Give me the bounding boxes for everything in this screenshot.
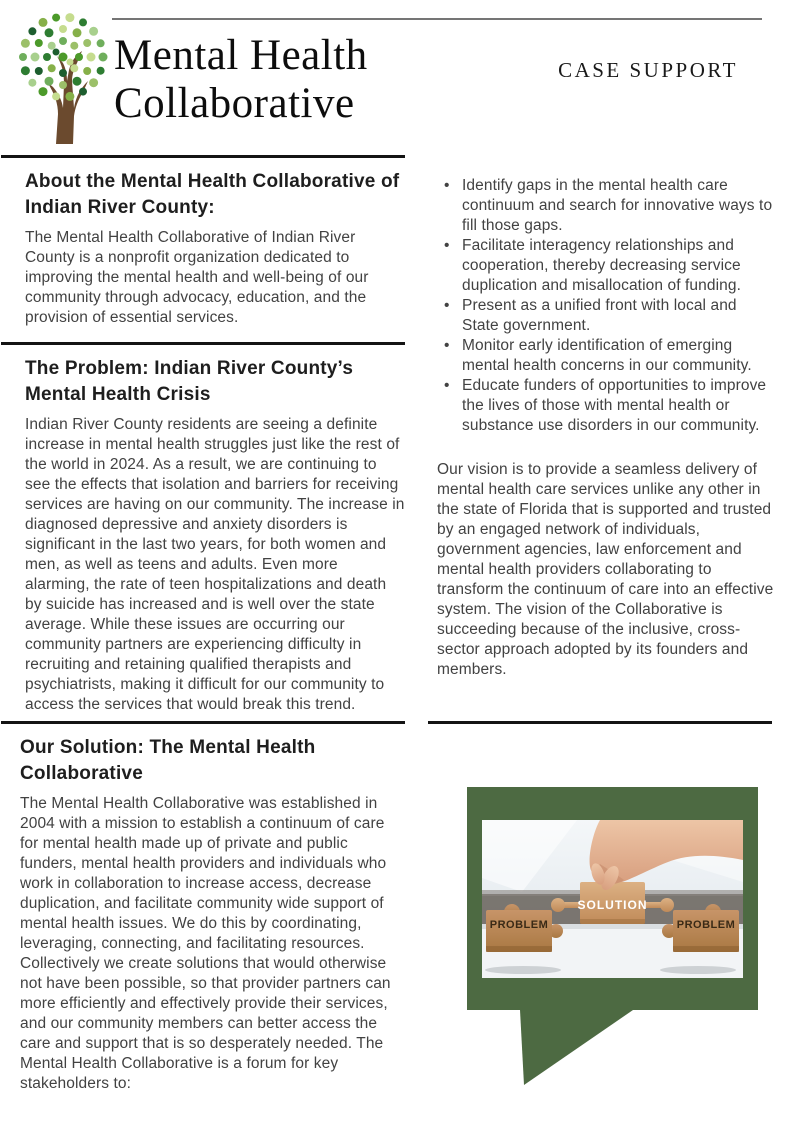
speech-bubble-graphic <box>467 787 758 1090</box>
org-title-line1: Mental Health <box>114 32 368 79</box>
problem-body: Indian River County residents are seeing a definite increase in mental health struggles just like the rest of the world in 2024. As a result, we are continuing to see the effects that isolation and barriers for receiving services are having on our community. The increase in diagnosed depressive and anxiety disorders is significant in the last two years, for both women and men, as well as teens and adults. Even more alarming, the rate of teen hospitalizations and death by suicide has increased and is well over the state average. While these issues are occurring our community partners are experiencing difficulty in recruiting and retaining qualified therapists and psychiatrists, making it difficult for our community to access the services that would break this trend. <box>25 416 405 713</box>
problem-piece-right <box>662 904 739 952</box>
bullet-identify-gaps: • Identify gaps in the mental health care continuum and search for innovative ways to fill those gaps. <box>437 176 774 236</box>
bullet-facilitate-interagency: • Facilitate interagency relationships and cooperation, thereby decreasing service duplication and misallocation of funding. <box>437 236 774 296</box>
problem-left-label: PROBLEM <box>489 919 549 931</box>
section-rule <box>1 342 405 345</box>
stakeholder-bullet-list <box>437 176 774 436</box>
section-rule <box>1 721 405 724</box>
bullet-educate-funders: • Educate funders of opportunities to improve the lives of those with mental health or substance use disorders in our community. <box>437 376 774 436</box>
tree-logo-icon <box>16 10 114 148</box>
problem-heading: The Problem: Indian River County’s Mental Health Crisis <box>25 358 354 405</box>
right-column-rule <box>428 721 772 724</box>
solution-heading: Our Solution: The Mental Health Collaborative <box>20 737 316 784</box>
solution-label: SOLUTION <box>577 898 648 912</box>
bubble-tail <box>520 1010 633 1085</box>
puzzle-photo <box>482 820 743 978</box>
document-type-label: CASE SUPPORT <box>558 58 738 82</box>
section-about <box>1 155 405 328</box>
header-divider-line <box>112 18 762 20</box>
bullet-monitor-identification: • Monitor early identification of emerging mental health concerns in our community. <box>437 336 774 376</box>
solution-body: The Mental Health Collaborative was established in 2004 with a mission to establish a continuum of care for mental health made up of private and public funders, mental health providers and individuals who work in collaboration to increase access, decrease duplication, and facilitate community wide support of mental health issues. We do this by coordinating, leveraging, connecting, and facilitating resources. Collectively we create solutions that would otherwise not have been possible, so that provider partners can more efficiently and effectively provide their services, and our community members can better access the care and support that is so desperately needed. The Mental Health Collaborative is a forum for key stakeholders to: <box>20 795 391 1092</box>
org-title-line2: Collaborative <box>114 80 355 127</box>
about-heading: About the Mental Health Collaborative of Indian River County: <box>25 171 400 218</box>
bullet-unified-front: • Present as a unified front with local and State government. <box>437 296 774 336</box>
section-rule <box>1 155 405 158</box>
section-solution <box>1 721 405 1094</box>
handprint-canopy <box>19 13 108 101</box>
about-body: The Mental Health Collaborative of Indian River County is a nonprofit organization dedicated to improving the mental health and well-being of our community through advocacy, education, and the provision of essential services. <box>25 229 369 326</box>
problem-right-label: PROBLEM <box>676 919 736 931</box>
org-title <box>114 32 368 128</box>
section-problem <box>1 342 405 715</box>
vision-paragraph: Our vision is to provide a seamless delivery of mental health care services unlike any other in the state of Florida that is supported and trusted by an engaged network of individuals, government agencies, law enforcement and mental health providers collaborating to transform the continuum of care into an effective system. The vision of the Collaborative is succeeding because of the inclusive, cross-sector approach adopted by its founders and members. <box>437 461 774 678</box>
problem-piece-left <box>486 904 563 952</box>
